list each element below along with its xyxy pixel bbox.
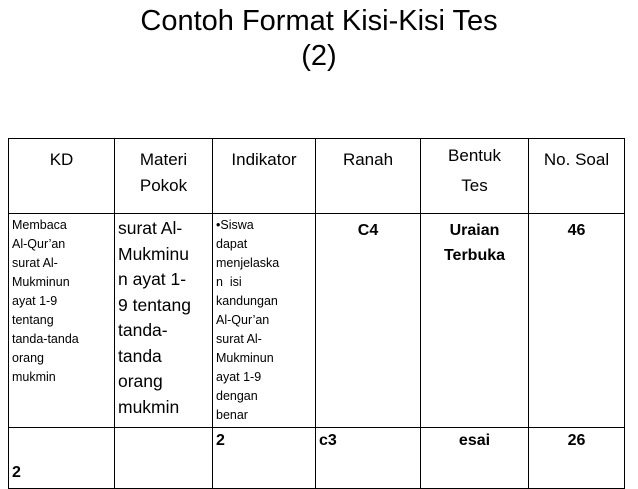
slide-title-line1: Contoh Format Kisi-Kisi Tes <box>140 5 498 37</box>
cell-bentuk-tes: esai <box>421 428 529 489</box>
header-indikator: Indikator <box>213 139 316 214</box>
header-ranah: Ranah <box>316 139 421 214</box>
cell-kd: 2 <box>9 428 115 489</box>
cell-no-soal: 26 <box>529 428 625 489</box>
header-no-soal: No. Soal <box>529 139 625 214</box>
cell-materi-pokok: surat Al- Mukminu n ayat 1- 9 tentang tanda- tanda orang mukmin <box>115 214 213 428</box>
cell-materi-pokok <box>115 428 213 489</box>
slide-title <box>0 4 638 74</box>
header-bentuk-tes: Bentuk Tes <box>421 139 529 214</box>
cell-kd: Membaca Al-Qur’an surat Al- Mukminun ayat 1-9 tentang tanda-tanda orang mukmin <box>9 214 115 428</box>
cell-ranah: c3 <box>316 428 421 489</box>
header-kd: KD <box>9 139 115 214</box>
cell-bentuk-tes: Uraian Terbuka <box>421 214 529 428</box>
header-materi-pokok: Materi Pokok <box>115 139 213 214</box>
table-row <box>9 428 625 489</box>
slide-title-line2: (2) <box>301 40 337 72</box>
cell-no-soal: 46 <box>529 214 625 428</box>
cell-indikator: 2 <box>213 428 316 489</box>
table-row <box>9 214 625 428</box>
cell-indikator: •Siswa dapat menjelaska n isi kandungan Al-Qur’an surat Al- Mukminun ayat 1-9 dengan benar <box>213 214 316 428</box>
kisi-kisi-table <box>8 138 625 489</box>
cell-ranah: C4 <box>316 214 421 428</box>
header-row <box>9 139 625 214</box>
